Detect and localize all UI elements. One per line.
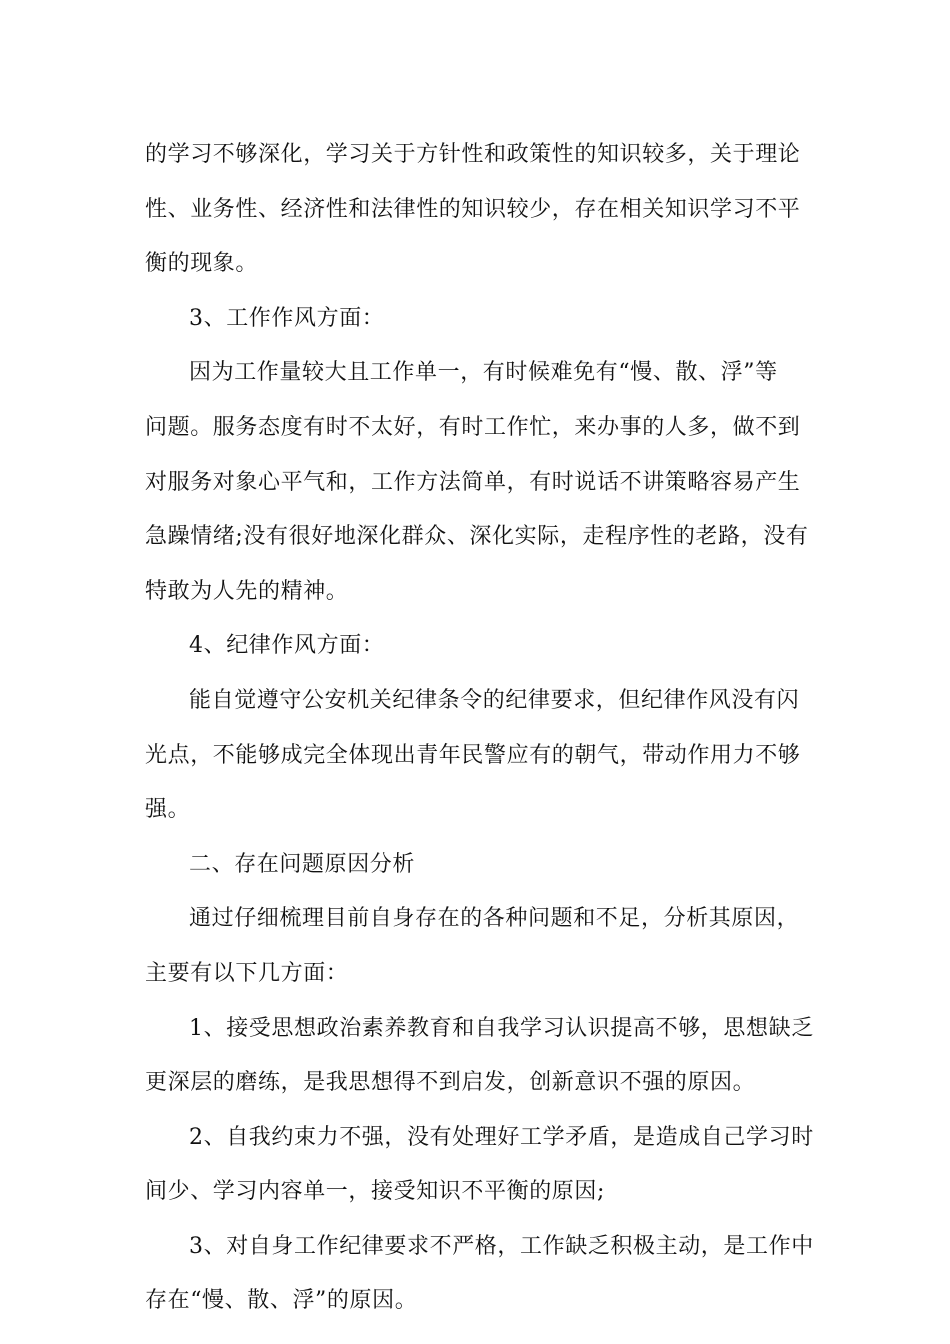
text-line: 通过仔细梳理目前自身存在的各种问题和不足，分析其原因， bbox=[189, 906, 800, 932]
text-line: 的学习不够深化，学习关于方针性和政策性的知识较多，关于理论 bbox=[145, 142, 801, 167]
text-line: 问题。服务态度有时不太好，有时工作忙，来办事的人多，做不到 bbox=[145, 414, 801, 440]
section-heading: 4、纪律作风方面： bbox=[189, 633, 385, 659]
text-line: 主要有以下几方面： bbox=[145, 960, 349, 986]
text-line: 能自觉遵守公安机关纪律条令的纪律要求，但纪律作风没有闪 bbox=[189, 687, 800, 713]
list-item: 3、对自身工作纪律要求不严格，工作缺乏积极主动，是工作中 bbox=[189, 1233, 814, 1259]
text-line: 因为工作量较大且工作单一，有时候难免有“慢、散、浮”等 bbox=[189, 360, 778, 386]
document-body bbox=[145, 128, 814, 1329]
section-heading: 3、工作作风方面： bbox=[189, 305, 385, 331]
text-line: 强。 bbox=[145, 797, 191, 823]
text-line: 存在“慢、散、浮”的原因。 bbox=[145, 1288, 418, 1314]
text-line: 更深层的磨练，是我思想得不到启发，创新意识不强的原因。 bbox=[145, 1070, 756, 1096]
text-line: 间少、学习内容单一，接受知识不平衡的原因; bbox=[145, 1179, 606, 1205]
text-line: 光点，不能够成完全体现出青年民警应有的朝气，带动作用力不够 bbox=[145, 742, 801, 768]
text-line: 对服务对象心平气和，工作方法简单，有时说话不讲策略容易产生 bbox=[145, 469, 801, 495]
text-line: 衡的现象。 bbox=[145, 251, 259, 277]
text-line: 急躁情绪;没有很好地深化群众、深化实际，走程序性的老路，没有 bbox=[145, 524, 809, 550]
list-item: 2、自我约束力不强，没有处理好工学矛盾，是造成自己学习时 bbox=[189, 1124, 814, 1150]
list-item: 1、接受思想政治素养教育和自我学习认识提高不够，思想缺乏 bbox=[189, 1015, 814, 1041]
section-heading: 二、存在问题原因分析 bbox=[189, 851, 416, 877]
text-line: 特敢为人先的精神。 bbox=[145, 578, 349, 604]
text-line: 性、业务性、经济性和法律性的知识较少，存在相关知识学习不平 bbox=[145, 196, 801, 222]
